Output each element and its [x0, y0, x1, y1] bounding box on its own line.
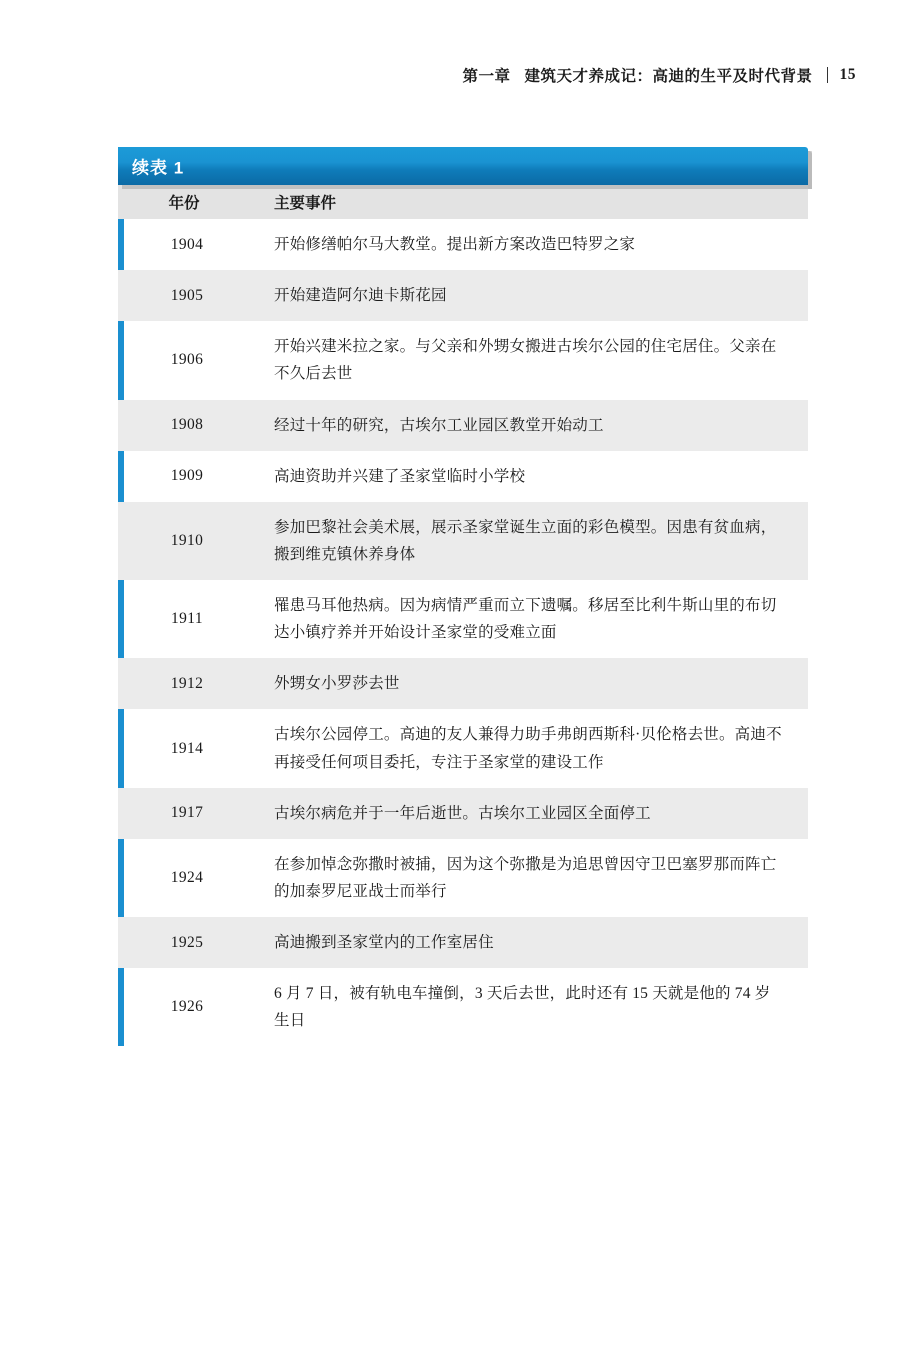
table-row — [118, 839, 808, 917]
cell-event — [250, 658, 808, 709]
cell-year: 1909 — [170, 467, 204, 485]
cell-year: 1917 — [170, 804, 204, 822]
cell-event — [250, 580, 808, 658]
table-row — [118, 580, 808, 658]
cell-event — [250, 451, 808, 502]
cell-event — [250, 917, 808, 968]
cell-year: 1926 — [170, 998, 204, 1016]
cell-event-text: 参加巴黎社会美术展，展示圣家堂诞生立面的彩色模型。因患有贫血病，搬到维克镇休养身体 — [274, 518, 777, 563]
cell-event-text: 开始修缮帕尔马大教堂。提出新方案改造巴特罗之家 — [274, 236, 636, 253]
cell-event-text: 罹患马耳他热病。因为病情严重而立下遗嘱。移居至比利牛斯山里的布切达小镇疗养并开始设计圣家堂的受难立面 — [274, 597, 777, 642]
cell-event-text: 开始兴建米拉之家。与父亲和外甥女搬进古埃尔公园的住宅居住。父亲在不久后去世 — [274, 338, 777, 383]
cell-year: 1908 — [170, 416, 204, 434]
cell-event-text: 古埃尔公园停工。高迪的友人兼得力助手弗朗西斯科·贝伦格去世。高迪不再接受任何项目委托，专注于圣家堂的建设工作 — [274, 726, 782, 771]
cell-event-text: 高迪资助并兴建了圣家堂临时小学校 — [274, 467, 526, 485]
cell-event-text: 在参加悼念弥撒时被捕，因为这个弥撒是为追思曾因守卫巴塞罗那而阵亡的加泰罗尼亚战士而举行 — [274, 855, 777, 900]
cell-event — [250, 321, 808, 399]
cell-year: 1924 — [170, 868, 204, 886]
table-row — [118, 270, 808, 321]
cell-event — [250, 400, 808, 451]
cell-event-text: 6 月 7 日，被有轨电车撞倒，3 天后去世，此时还有 15 天就是他的 74 岁生日 — [274, 985, 771, 1030]
header-divider — [827, 67, 828, 83]
chapter-number: 第一章 — [462, 68, 511, 85]
table-row — [118, 968, 808, 1046]
cell-year: 1911 — [170, 610, 204, 628]
table-row — [118, 788, 808, 839]
timeline-table — [118, 147, 808, 1046]
table-row — [118, 658, 808, 709]
cell-year: 1912 — [170, 674, 204, 692]
cell-year: 1914 — [170, 739, 204, 757]
cell-event-text: 开始建造阿尔迪卡斯花园 — [274, 287, 447, 305]
cell-event — [250, 788, 808, 839]
page-number: 15 — [839, 66, 856, 83]
table-row — [118, 400, 808, 451]
table-caption-bar — [118, 147, 808, 185]
table-row — [118, 451, 808, 502]
cell-event-text: 古埃尔病危并于一年后逝世。古埃尔工业园区全面停工 — [274, 804, 651, 822]
table-row — [118, 917, 808, 968]
page-running-header — [462, 64, 856, 86]
cell-year: 1910 — [170, 531, 204, 549]
cell-event — [250, 219, 808, 270]
cell-event-text: 高迪搬到圣家堂内的工作室居住 — [274, 934, 494, 951]
table-header-row — [118, 185, 808, 219]
cell-event — [250, 968, 808, 1046]
column-header-event: 主要事件 — [274, 195, 337, 212]
table-row — [118, 219, 808, 270]
cell-event — [250, 502, 808, 580]
cell-event — [250, 839, 808, 917]
cell-year: 1906 — [170, 351, 204, 369]
table-row — [118, 321, 808, 399]
column-header-year: 年份 — [168, 195, 200, 212]
cell-year: 1905 — [170, 286, 204, 304]
cell-event — [250, 709, 808, 787]
table-row — [118, 709, 808, 787]
table-body — [118, 219, 808, 1046]
cell-year: 1925 — [170, 933, 204, 951]
cell-event-text: 经过十年的研究，古埃尔工业园区教堂开始动工 — [274, 416, 604, 434]
table-caption: 续表 1 — [132, 158, 185, 178]
cell-event-text: 外甥女小罗莎去世 — [274, 675, 400, 693]
chapter-title: 建筑天才养成记：高迪的生平及时代背景 — [524, 68, 813, 85]
table-row — [118, 502, 808, 580]
cell-event — [250, 270, 808, 321]
cell-year: 1904 — [170, 235, 204, 253]
